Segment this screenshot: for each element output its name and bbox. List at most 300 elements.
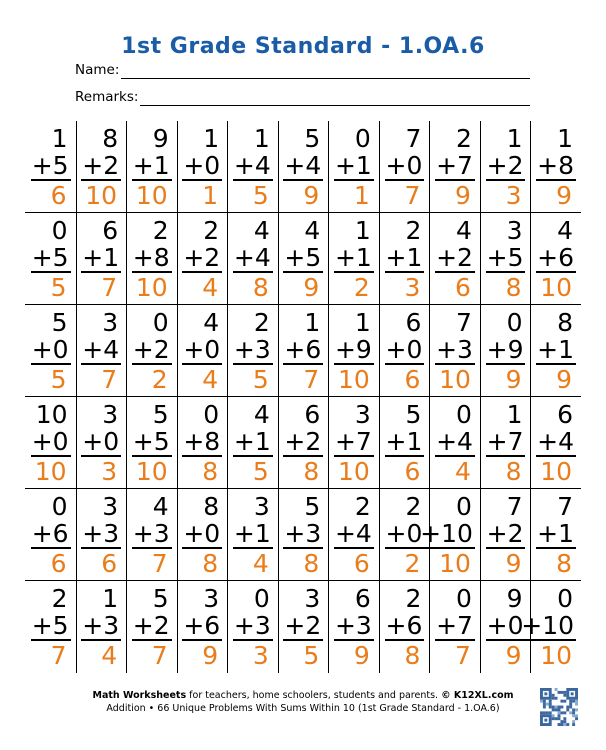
plus-icon: + — [334, 151, 356, 180]
problem-row — [25, 305, 581, 397]
plus-icon: + — [486, 151, 508, 180]
addend-top: 8 — [203, 492, 220, 521]
addend-bottom: +1 — [334, 151, 372, 180]
addend-bottom: +9 — [486, 335, 524, 364]
addend-top: 1 — [102, 584, 119, 613]
problem-cell — [25, 581, 76, 673]
addend-top: 6 — [304, 400, 321, 429]
answer: 3 — [252, 641, 269, 670]
plus-icon: + — [436, 335, 458, 364]
problem-cell — [278, 121, 329, 212]
plus-icon: + — [436, 611, 458, 640]
name-label: Name: — [75, 62, 120, 78]
addend-bottom: +2 — [132, 611, 170, 640]
answer: 5 — [252, 365, 269, 394]
problem-cell — [420, 489, 480, 580]
problem-cell — [278, 213, 329, 304]
addend-top: 7 — [557, 492, 574, 521]
answer: 10 — [540, 641, 573, 670]
problem-cell — [480, 489, 531, 580]
problem-cell — [126, 581, 177, 673]
answer: 10 — [338, 457, 370, 486]
problem-cell — [126, 121, 177, 212]
footer-line2: Addition • 66 Unique Problems With Sums Within 10 (1st Grade Standard - 1.OA.6) — [106, 703, 500, 714]
addend-top: 4 — [304, 216, 321, 245]
plus-icon: + — [132, 519, 154, 548]
addend-top: 4 — [253, 216, 270, 245]
addend-top: 0 — [456, 584, 472, 613]
addend-top: 3 — [304, 584, 321, 613]
answer: 9 — [505, 549, 522, 578]
addend-top: 6 — [102, 216, 119, 245]
addend-bottom: +3 — [82, 611, 120, 640]
addend-bottom: +5 — [486, 243, 524, 272]
plus-icon: + — [284, 519, 306, 548]
problem-cell — [76, 213, 127, 304]
problem-cell — [76, 305, 127, 396]
problem-cell — [328, 397, 379, 488]
plus-icon: + — [420, 519, 442, 548]
problem-cell — [76, 121, 127, 212]
plus-icon: + — [385, 519, 407, 548]
answer: 10 — [540, 457, 573, 486]
plus-icon: + — [486, 611, 508, 640]
problem-cell — [278, 489, 329, 580]
answer: 9 — [303, 181, 320, 210]
plus-icon: + — [385, 243, 407, 272]
addend-top: 0 — [456, 492, 472, 521]
problem-cell — [126, 305, 177, 396]
problem-cell — [76, 489, 127, 580]
answer: 4 — [455, 457, 471, 486]
addend-bottom: +1 — [385, 427, 423, 456]
problem-cell — [177, 213, 228, 304]
addend-bottom: +0 — [183, 519, 221, 548]
problem-cell — [278, 305, 329, 396]
problem-cell — [227, 397, 278, 488]
answer: 6 — [50, 549, 67, 578]
problem-cell — [25, 489, 76, 580]
addend-top: 5 — [304, 124, 321, 153]
addend-bottom: +1 — [233, 519, 271, 548]
problem-cell — [126, 489, 177, 580]
addend-bottom: +1 — [334, 243, 372, 272]
addend-bottom: +1 — [82, 243, 120, 272]
addend-top: 9 — [152, 124, 169, 153]
plus-icon: + — [132, 611, 154, 640]
plus-icon: + — [486, 427, 508, 456]
answer: 7 — [101, 365, 118, 394]
answer: 1 — [202, 181, 219, 210]
addend-bottom: +1 — [233, 427, 271, 456]
addend-top: 2 — [354, 492, 371, 521]
addend-top: 3 — [102, 400, 119, 429]
addend-bottom: +2 — [132, 335, 170, 364]
plus-icon: + — [436, 243, 458, 272]
addend-bottom: +6 — [385, 611, 423, 640]
plus-icon: + — [82, 243, 104, 272]
problem-cell — [328, 213, 379, 304]
problem-cell — [278, 581, 329, 673]
answer: 1 — [353, 181, 370, 210]
answer: 10 — [439, 365, 471, 394]
problem-cell — [177, 397, 228, 488]
problem-cell — [25, 121, 76, 212]
addend-bottom: +4 — [334, 519, 372, 548]
plus-icon: + — [537, 519, 559, 548]
answer: 8 — [556, 549, 573, 578]
addend-bottom: +5 — [284, 243, 322, 272]
plus-icon: + — [82, 335, 104, 364]
problem-cell — [177, 305, 228, 396]
plus-icon: + — [183, 427, 205, 456]
answer: 9 — [202, 641, 219, 670]
addend-bottom: +6 — [31, 519, 69, 548]
plus-icon: + — [233, 427, 255, 456]
problem-cell — [25, 213, 76, 304]
problem-cell — [480, 305, 531, 396]
answer: 6 — [50, 181, 67, 210]
problem-cell — [429, 213, 480, 304]
addend-bottom: +0 — [183, 151, 221, 180]
addend-bottom: +4 — [233, 151, 271, 180]
plus-icon: + — [132, 151, 154, 180]
plus-icon: + — [385, 611, 407, 640]
addend-bottom: +4 — [82, 335, 120, 364]
addend-bottom: +2 — [284, 427, 322, 456]
plus-icon: + — [132, 243, 154, 272]
plus-icon: + — [436, 427, 458, 456]
plus-icon: + — [385, 335, 407, 364]
answer: 5 — [252, 457, 269, 486]
addend-top: 3 — [506, 216, 523, 245]
problem-cell — [227, 581, 278, 673]
answer: 7 — [151, 549, 168, 578]
plus-icon: + — [31, 151, 53, 180]
answer: 8 — [202, 457, 219, 486]
addend-top: 4 — [557, 216, 574, 245]
plus-icon: + — [334, 427, 356, 456]
answer: 3 — [101, 457, 118, 486]
problem-cell — [480, 397, 531, 488]
remarks-field-row — [75, 89, 530, 106]
addend-top: 7 — [405, 124, 422, 153]
addend-top: 0 — [152, 308, 169, 337]
name-blank-line — [121, 63, 530, 79]
addend-top: 5 — [405, 400, 422, 429]
name-field-row — [75, 62, 530, 79]
addend-bottom: +4 — [233, 243, 271, 272]
addend-top: 1 — [557, 124, 574, 153]
addend-top: 2 — [456, 124, 472, 153]
addend-top: 2 — [405, 492, 422, 521]
addend-bottom: +5 — [31, 611, 69, 640]
addend-top: 5 — [152, 584, 169, 613]
addend-bottom: +5 — [31, 243, 69, 272]
page-title: 1st Grade Standard - 1.OA.6 — [121, 34, 485, 59]
answer: 7 — [50, 641, 67, 670]
addend-bottom: +2 — [486, 519, 524, 548]
plus-icon: + — [132, 427, 154, 456]
answer: 5 — [50, 365, 67, 394]
addend-bottom: +3 — [436, 335, 473, 364]
addend-bottom: +3 — [233, 611, 271, 640]
addend-top: 2 — [253, 308, 270, 337]
plus-icon: + — [486, 335, 508, 364]
addend-top: 1 — [354, 216, 371, 245]
plus-icon: + — [233, 243, 255, 272]
addend-top: 2 — [203, 216, 220, 245]
plus-icon: + — [31, 427, 53, 456]
problem-cell — [328, 581, 379, 673]
addend-top: 7 — [506, 492, 523, 521]
answer: 2 — [151, 365, 168, 394]
problem-cell — [227, 305, 278, 396]
addend-bottom: +0 — [82, 427, 120, 456]
addend-bottom: +3 — [82, 519, 120, 548]
plus-icon: + — [537, 243, 559, 272]
problem-cell — [379, 213, 430, 304]
addend-top: 4 — [152, 492, 169, 521]
problem-row — [25, 489, 581, 581]
problem-cell — [530, 305, 581, 396]
problem-cell — [530, 121, 581, 212]
answer: 6 — [455, 273, 471, 302]
problem-cell — [278, 397, 329, 488]
plus-icon: + — [183, 151, 205, 180]
answer: 9 — [556, 365, 573, 394]
addend-top: 8 — [102, 124, 119, 153]
problem-cell — [429, 581, 480, 673]
problem-cell — [530, 489, 581, 580]
plus-icon: + — [82, 151, 104, 180]
addend-bottom: +8 — [183, 427, 221, 456]
addend-bottom: +6 — [183, 611, 221, 640]
plus-icon: + — [334, 519, 356, 548]
plus-icon: + — [537, 335, 559, 364]
problem-cell — [76, 397, 127, 488]
answer: 8 — [202, 549, 219, 578]
plus-icon: + — [31, 611, 53, 640]
answer: 7 — [303, 365, 320, 394]
addend-top: 4 — [203, 308, 220, 337]
problem-cell — [530, 397, 581, 488]
addend-bottom: +2 — [436, 243, 473, 272]
answer: 10 — [135, 457, 168, 486]
answer: 7 — [404, 181, 421, 210]
answer: 7 — [151, 641, 168, 670]
remarks-blank-line — [140, 90, 530, 106]
addend-bottom: +2 — [183, 243, 221, 272]
addend-top: 2 — [152, 216, 169, 245]
problem-row — [25, 397, 581, 489]
addend-bottom: +0 — [31, 335, 69, 364]
problem-cell — [480, 213, 531, 304]
addend-bottom: +3 — [284, 519, 322, 548]
answer: 3 — [505, 181, 522, 210]
addend-top: 10 — [35, 400, 68, 429]
plus-icon: + — [284, 243, 306, 272]
qr-code-icon — [540, 688, 578, 726]
addend-top: 1 — [354, 308, 371, 337]
addend-top: 0 — [51, 216, 68, 245]
answer: 8 — [303, 457, 320, 486]
plus-icon: + — [284, 611, 306, 640]
addend-bottom: +10 — [420, 519, 473, 548]
problem-cell — [429, 121, 480, 212]
addend-bottom: +6 — [537, 243, 575, 272]
problem-cell — [379, 305, 430, 396]
addend-bottom: +6 — [284, 335, 322, 364]
answer: 5 — [303, 641, 320, 670]
addend-bottom: +7 — [334, 427, 372, 456]
plus-icon: + — [31, 335, 53, 364]
addend-bottom: +3 — [233, 335, 271, 364]
answer: 6 — [404, 457, 421, 486]
problem-cell — [227, 213, 278, 304]
problem-cell — [126, 213, 177, 304]
answer: 5 — [50, 273, 67, 302]
answer: 4 — [101, 641, 118, 670]
plus-icon: + — [183, 519, 205, 548]
addend-bottom: +7 — [436, 611, 473, 640]
plus-icon: + — [284, 151, 306, 180]
addend-top: 0 — [557, 584, 574, 613]
plus-icon: + — [284, 427, 306, 456]
addend-top: 2 — [405, 584, 422, 613]
addend-bottom: +7 — [486, 427, 524, 456]
plus-icon: + — [385, 151, 407, 180]
answer: 10 — [338, 365, 370, 394]
problem-cell — [379, 581, 430, 673]
plus-icon: + — [334, 243, 356, 272]
plus-icon: + — [486, 243, 508, 272]
plus-icon: + — [31, 519, 53, 548]
problem-cell — [328, 489, 379, 580]
answer: 6 — [404, 365, 421, 394]
answer: 10 — [135, 181, 168, 210]
addend-bottom: +1 — [537, 335, 575, 364]
answer: 9 — [303, 273, 320, 302]
plus-icon: + — [233, 335, 255, 364]
addend-top: 0 — [203, 400, 220, 429]
addend-top: 3 — [102, 308, 119, 337]
addend-top: 1 — [506, 400, 523, 429]
problem-cell — [429, 397, 480, 488]
addend-top: 1 — [51, 124, 68, 153]
plus-icon: + — [385, 427, 407, 456]
answer: 4 — [202, 273, 219, 302]
addend-top: 2 — [405, 216, 422, 245]
answer: 2 — [404, 549, 421, 578]
problem-cell — [328, 121, 379, 212]
problems-grid — [25, 121, 581, 673]
answer: 8 — [505, 457, 522, 486]
problem-cell — [76, 581, 127, 673]
addend-top: 2 — [51, 584, 68, 613]
answer: 9 — [455, 181, 471, 210]
problem-cell — [480, 121, 531, 212]
addend-bottom: +7 — [436, 151, 473, 180]
addend-top: 1 — [253, 124, 270, 153]
problem-cell — [177, 489, 228, 580]
addend-bottom: +4 — [537, 427, 575, 456]
addend-bottom: +5 — [31, 151, 69, 180]
answer: 5 — [252, 181, 269, 210]
addend-bottom: +3 — [132, 519, 170, 548]
addend-bottom: +1 — [132, 151, 170, 180]
addend-bottom: +4 — [436, 427, 473, 456]
problem-row — [25, 581, 581, 673]
answer: 9 — [556, 181, 573, 210]
problem-cell — [530, 213, 581, 304]
addend-bottom: +1 — [385, 243, 423, 272]
answer: 7 — [455, 641, 471, 670]
addend-bottom: +2 — [486, 151, 524, 180]
problem-cell — [177, 581, 228, 673]
addend-top: 8 — [557, 308, 574, 337]
addend-top: 1 — [506, 124, 523, 153]
problem-cell — [126, 397, 177, 488]
addend-bottom: +2 — [284, 611, 322, 640]
addend-top: 0 — [253, 584, 270, 613]
answer: 2 — [353, 273, 370, 302]
plus-icon: + — [132, 335, 154, 364]
addend-bottom: +3 — [334, 611, 372, 640]
addend-bottom: +9 — [334, 335, 372, 364]
answer: 4 — [202, 365, 219, 394]
addend-top: 1 — [203, 124, 220, 153]
answer: 9 — [505, 365, 522, 394]
addend-bottom: +0 — [31, 427, 69, 456]
plus-icon: + — [334, 611, 356, 640]
addend-bottom: +0 — [385, 151, 423, 180]
footer — [0, 689, 606, 715]
addend-bottom: +1 — [537, 519, 575, 548]
addend-top: 1 — [304, 308, 321, 337]
answer: 8 — [404, 641, 421, 670]
problem-cell — [25, 305, 76, 396]
problem-cell — [177, 121, 228, 212]
addend-top: 0 — [506, 308, 523, 337]
plus-icon: + — [284, 335, 306, 364]
plus-icon: + — [82, 427, 104, 456]
addend-top: 3 — [253, 492, 270, 521]
addend-top: 5 — [152, 400, 169, 429]
answer: 4 — [252, 549, 269, 578]
remarks-label: Remarks: — [75, 89, 139, 105]
footer-brand: Math Worksheets — [92, 690, 187, 701]
problem-cell — [521, 581, 581, 673]
plus-icon: + — [537, 427, 559, 456]
addend-bottom: +2 — [82, 151, 120, 180]
addend-top: 0 — [51, 492, 68, 521]
answer: 10 — [540, 273, 573, 302]
answer: 7 — [101, 273, 118, 302]
addend-bottom: +8 — [132, 243, 170, 272]
addend-top: 3 — [354, 400, 371, 429]
addend-top: 6 — [354, 584, 371, 613]
addend-bottom: +8 — [537, 151, 575, 180]
footer-line1: Math Worksheets for teachers, home schoolers, students and parents. © K12XL.com — [92, 690, 514, 701]
answer: 8 — [252, 273, 269, 302]
answer: 8 — [303, 549, 320, 578]
answer: 10 — [34, 457, 67, 486]
addend-top: 4 — [456, 216, 472, 245]
answer: 6 — [353, 549, 370, 578]
problem-cell — [25, 397, 76, 488]
addend-top: 6 — [557, 400, 574, 429]
